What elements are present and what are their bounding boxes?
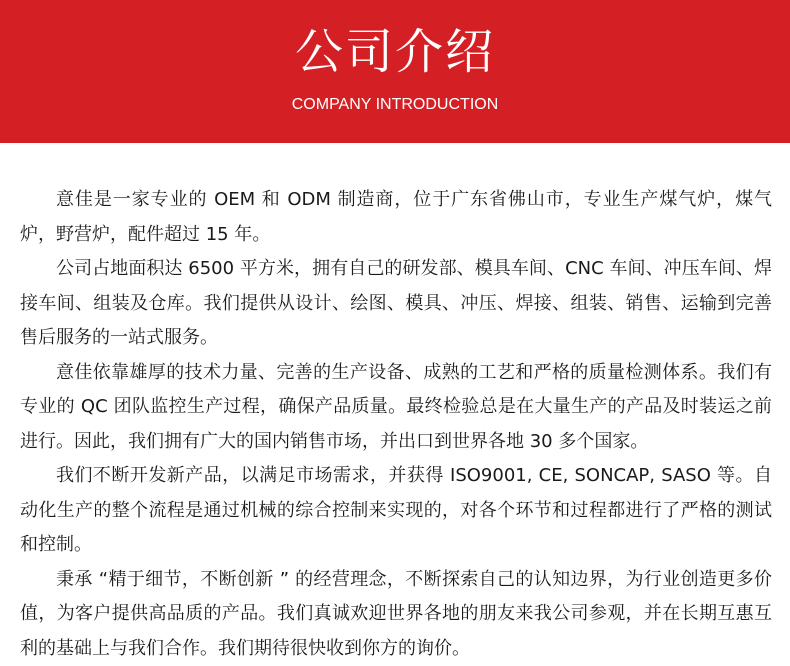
page-subtitle: COMPANY INTRODUCTION xyxy=(0,94,790,116)
intro-paragraph-4: 我们不断开发新产品，以满足市场需求，并获得 ISO9001, CE, SONCAP, SASO 等。自动化生产的整个流程是通过机械的综合控制来实现的，对各个环节和过程都进行了严格的测试和控制。 xyxy=(20,459,772,563)
header-banner xyxy=(0,0,790,143)
intro-paragraph-1: 意佳是一家专业的 OEM 和 ODM 制造商，位于广东省佛山市，专业生产煤气炉，煤气炉，野营炉，配件超过 15 年。 xyxy=(20,183,772,252)
intro-paragraph-5: 秉承 “精于细节，不断创新 ” 的经营理念，不断探索自己的认知边界，为行业创造更多价值，为客户提供高品质的产品。我们真诚欢迎世界各地的朋友来我公司参观，并在长期互惠互利的基础上与我们合作。我们期待很快收到你方的询价。 xyxy=(20,563,772,666)
intro-body xyxy=(20,183,772,666)
intro-paragraph-2: 公司占地面积达 6500 平方米，拥有自己的研发部、模具车间、CNC 车间、冲压车间、焊接车间、组装及仓库。我们提供从设计、绘图、模具、冲压、焊接、组装、销售、运输到完善售后服务的一站式服务。 xyxy=(20,252,772,356)
intro-paragraph-3: 意佳依靠雄厚的技术力量、完善的生产设备、成熟的工艺和严格的质量检测体系。我们有专业的 QC 团队监控生产过程，确保产品质量。最终检验总是在大量生产的产品及时装运之前进行。因此，我们拥有广大的国内销售市场，并出口到世界各地 30 多个国家。 xyxy=(20,356,772,460)
page-title: 公司介绍 xyxy=(0,24,790,80)
